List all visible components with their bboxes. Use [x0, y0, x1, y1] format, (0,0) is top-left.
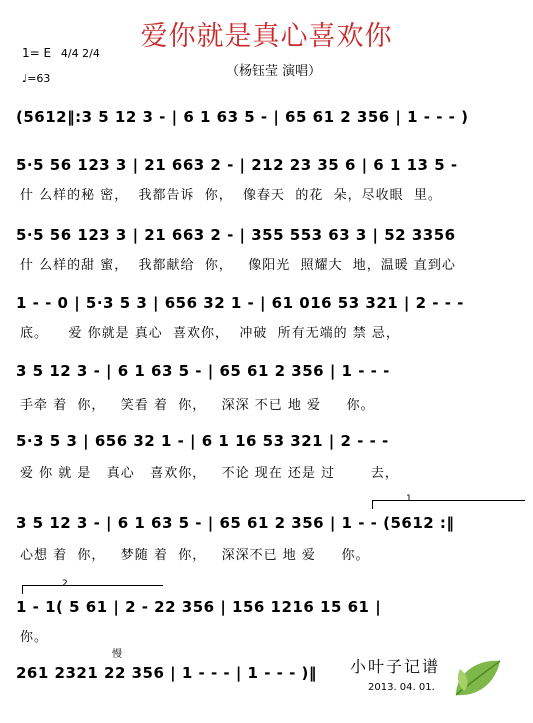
music-row-1: (5612‖:3 5 12 3 - | 6 1 63 5 - | 65 61 2 356 | 1 - - - ): [16, 108, 469, 126]
song-title: 爱你就是真心喜欢你: [140, 21, 393, 52]
repeat-bracket-2: [22, 585, 163, 594]
singer-credit: （杨钰莹 演唱）: [226, 64, 322, 79]
repeat-number-2: 2: [62, 579, 68, 589]
slow-mark: 慢: [112, 649, 122, 660]
music-row-3: 5·5 56 123 3 | 21 663 2 - | 355 553 63 3 | 52 3356: [16, 226, 456, 244]
lyrics-row-6: 爱 你 就 是 真心 喜欢你， 不论 现在 还是 过 去，: [20, 466, 399, 481]
tea-leaf-icon: [450, 655, 506, 699]
lyrics-row-2: 什 么样的秘 密， 我都告诉 你， 像春天 的花 朵，尽收眼 里。: [20, 188, 442, 203]
music-row-8: 1 - 1( 5 61 | 2 - 22 356 | 156 1216 15 61 |: [16, 598, 382, 616]
time-signature: 4/4 2/4: [60, 47, 100, 60]
music-row-9: 261 2321 22 356 | 1 - - - | 1 - - - )‖: [16, 664, 317, 682]
music-row-2: 5·5 56 123 3 | 21 663 2 - | 212 23 35 6 | 6 1 13 5 -: [16, 156, 458, 174]
lyrics-row-5: 手牵 着 你， 笑看 着 你， 深深 不已 地 爱 你。: [20, 398, 375, 413]
key-label: 1= E: [22, 46, 52, 60]
music-row-7: 3 5 12 3 - | 6 1 63 5 - | 65 61 2 356 | 1 - - (5612 :‖: [16, 514, 455, 532]
tempo-mark: ♩=63: [22, 72, 51, 85]
lyrics-row-8: 你。: [20, 630, 49, 645]
lyrics-row-4: 底。 爱 你就是 真心 喜欢你， 冲破 所有无端的 禁 忌，: [20, 326, 400, 341]
lyrics-row-7: 心想 着 你， 梦随 着 你， 深深不已 地 爱 你。: [20, 548, 370, 563]
lyrics-row-3: 什 么样的甜 蜜， 我都献给 你， 像阳光 照耀大 地，温暖 直到心: [20, 258, 456, 273]
music-row-5: 3 5 12 3 - | 6 1 63 5 - | 65 61 2 356 | 1 - - -: [16, 362, 390, 380]
music-row-6: 5·3 5 3 | 656 32 1 - | 6 1 16 53 321 | 2 - - -: [16, 432, 389, 450]
transcriber-signature: 小叶子记谱: [350, 657, 441, 676]
key-signature: [22, 46, 100, 60]
repeat-number-1: 1: [406, 494, 412, 504]
music-row-4: 1 - - 0 | 5·3 5 3 | 656 32 1 - | 61 016 53 321 | 2 - - -: [16, 294, 464, 312]
transcription-date: 2013. 04. 01.: [368, 682, 435, 693]
repeat-bracket-1: [372, 500, 525, 509]
